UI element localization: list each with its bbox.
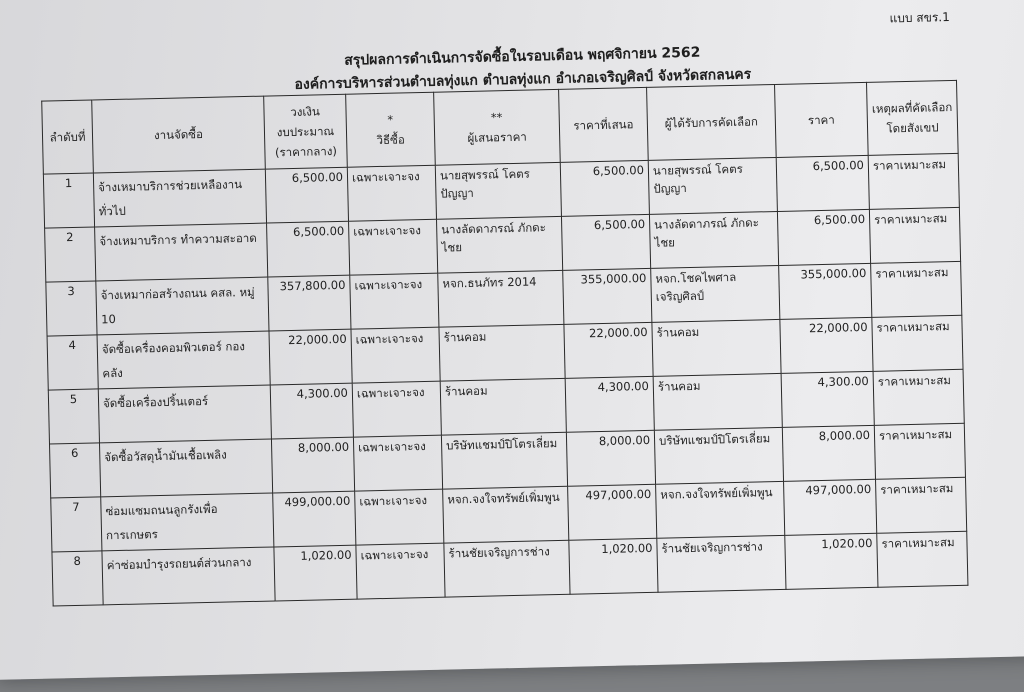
header-reason-line1: เหตุผลที่คัดเลือก [871,99,953,116]
header-budget [264,94,348,169]
agreed-price: 1,020.00 [785,533,878,589]
agreed-price: 22,000.00 [780,317,873,373]
selection-reason: ราคาเหมาะสม [872,315,963,371]
selection-reason: ราคาเหมาะสม [868,153,959,209]
header-budget-line1: วงเงิน [290,104,320,119]
header-offerer-mark: ** [490,110,503,125]
header-method-mark: * [387,112,394,127]
organization-title: องค์การบริหารส่วนตำบลทุ่งแก ตำบลทุ่งแก อำเภอเจริญศิลป์ จังหวัดสกลนคร [294,66,752,93]
work-item: จ้างเหมาก่อสร้างถนน คสล. หมู่ 10 [96,277,269,335]
header-offerer [434,89,561,165]
purchase-method: เฉพาะเจาะจง [349,219,438,275]
selection-reason: ราคาเหมาะสม [876,477,967,533]
offered-price: 22,000.00 [564,322,653,378]
purchase-method: เฉพาะเจาะจง [352,381,441,437]
row-number: 2 [45,227,96,282]
offered-price: 6,500.00 [561,214,650,270]
budget-value: 6,500.00 [265,167,348,223]
header-selected: ผู้ได้รับการคัดเลือก [647,85,777,161]
offerer-name: ร้านคอม [439,324,565,381]
offerer-name: ร้านชัยเจริญการช่าง [444,540,570,597]
header-budget-line2: งบประมาณ [276,124,335,140]
header-no: ลำดับที่ [42,100,94,174]
work-item: จัดซื้อเครื่องปริ้นเตอร์ [98,385,271,443]
agreed-price: 497,000.00 [784,479,877,535]
offerer-name: หจก.จงใจทรัพย์เพิ่มพูน [443,486,569,543]
selected-vendor: นายสุพรรณ์ โคตรปัญญา [648,157,777,214]
agreed-price: 6,500.00 [776,155,869,211]
header-method-label: วิธีซื้อ [376,132,405,148]
procurement-table [41,80,968,607]
offerer-name: ร้านคอม [440,378,566,435]
selected-vendor: นางลัดดาภรณ์ ภักดะไชย [649,211,778,268]
offered-price: 497,000.00 [568,484,657,540]
header-offerer-label: ผู้เสนอราคา [467,129,527,145]
offerer-name: นายสุพรรณ์ โคตรปัญญา [435,162,561,219]
offered-price: 8,000.00 [566,430,655,486]
header-offered-price: ราคาที่เสนอ [559,87,649,162]
work-item: จัดซื้อเครื่องคอมพิวเตอร์ กองคลัง [97,331,270,389]
header-reason [867,80,959,155]
work-item: ซ่อมแซมถนนลูกรังเพื่อ การเกษตร [101,493,274,551]
header-work: งานจัดซื้อ [92,96,266,173]
row-number: 7 [51,497,102,552]
work-item: จ้างเหมาบริการ ทำความสะอาด [95,223,268,281]
offered-price: 355,000.00 [563,268,652,324]
selected-vendor: ร้านคอม [652,319,781,376]
agreed-price: 6,500.00 [777,209,870,265]
selection-reason: ราคาเหมาะสม [869,207,960,263]
form-code: แบบ สขร.1 [889,10,950,26]
header-reason-line2: โดยสังเขป [886,120,939,136]
row-number: 1 [43,173,94,228]
row-number: 6 [49,443,100,498]
offerer-name: หจก.ธนภัทร 2014 [438,270,564,327]
purchase-method: เฉพาะเจาะจง [350,273,439,329]
row-number: 8 [52,551,103,606]
budget-value: 357,800.00 [268,275,351,331]
selected-vendor: ร้านคอม [653,373,782,430]
selected-vendor: หจก.โชคไพศาลเจริญศิลป์ [651,265,780,322]
work-item: ค่าซ่อมบำรุงรถยนต์ส่วนกลาง [102,547,275,605]
selected-vendor: หจก.จงใจทรัพย์เพิ่มพูน [656,481,785,538]
offerer-name: บริษัทแชมป์ปิโตรเลี่ยม [441,432,567,489]
header-budget-line3: (ราคากลาง) [274,143,338,160]
row-number: 4 [47,335,98,390]
offered-price: 4,300.00 [565,376,654,432]
row-number: 3 [46,281,97,336]
budget-value: 4,300.00 [270,383,353,439]
budget-value: 1,020.00 [274,545,357,601]
selected-vendor: บริษัทแชมป์ปิโตรเลี่ยม [654,427,783,484]
offered-price: 1,020.00 [569,538,658,594]
header-price: ราคา [775,82,869,157]
agreed-price: 8,000.00 [782,425,875,481]
work-item: จัดซื้อวัสดุน้ำมันเชื้อเพลิง [99,439,272,497]
budget-value: 22,000.00 [269,329,352,385]
purchase-method: เฉพาะเจาะจง [356,543,445,599]
budget-value: 499,000.00 [273,491,356,547]
purchase-method: เฉพาะเจาะจง [351,327,440,383]
purchase-method: เฉพาะเจาะจง [353,435,442,491]
budget-value: 8,000.00 [271,437,354,493]
header-method [346,92,436,167]
offered-price: 6,500.00 [560,160,649,216]
selection-reason: ราคาเหมาะสม [873,369,964,425]
budget-value: 6,500.00 [267,221,350,277]
agreed-price: 4,300.00 [781,371,874,427]
selection-reason: ราคาเหมาะสม [877,531,968,587]
selection-reason: ราคาเหมาะสม [874,423,965,479]
row-number: 5 [48,389,99,444]
selected-vendor: ร้านชัยเจริญการช่าง [657,535,786,592]
purchase-method: เฉพาะเจาะจง [347,165,436,221]
selection-reason: ราคาเหมาะสม [871,261,962,317]
report-title: สรุปผลการดำเนินการจัดซื้อในรอบเดือน พฤศจิกายน 2562 [344,44,701,69]
work-item: จ้างเหมาบริการช่วยเหลืองาน ทั่วไป [93,169,266,227]
offerer-name: นางลัดดาภรณ์ ภักดะไชย [436,216,562,273]
purchase-method: เฉพาะเจาะจง [355,489,444,545]
agreed-price: 355,000.00 [779,263,872,319]
